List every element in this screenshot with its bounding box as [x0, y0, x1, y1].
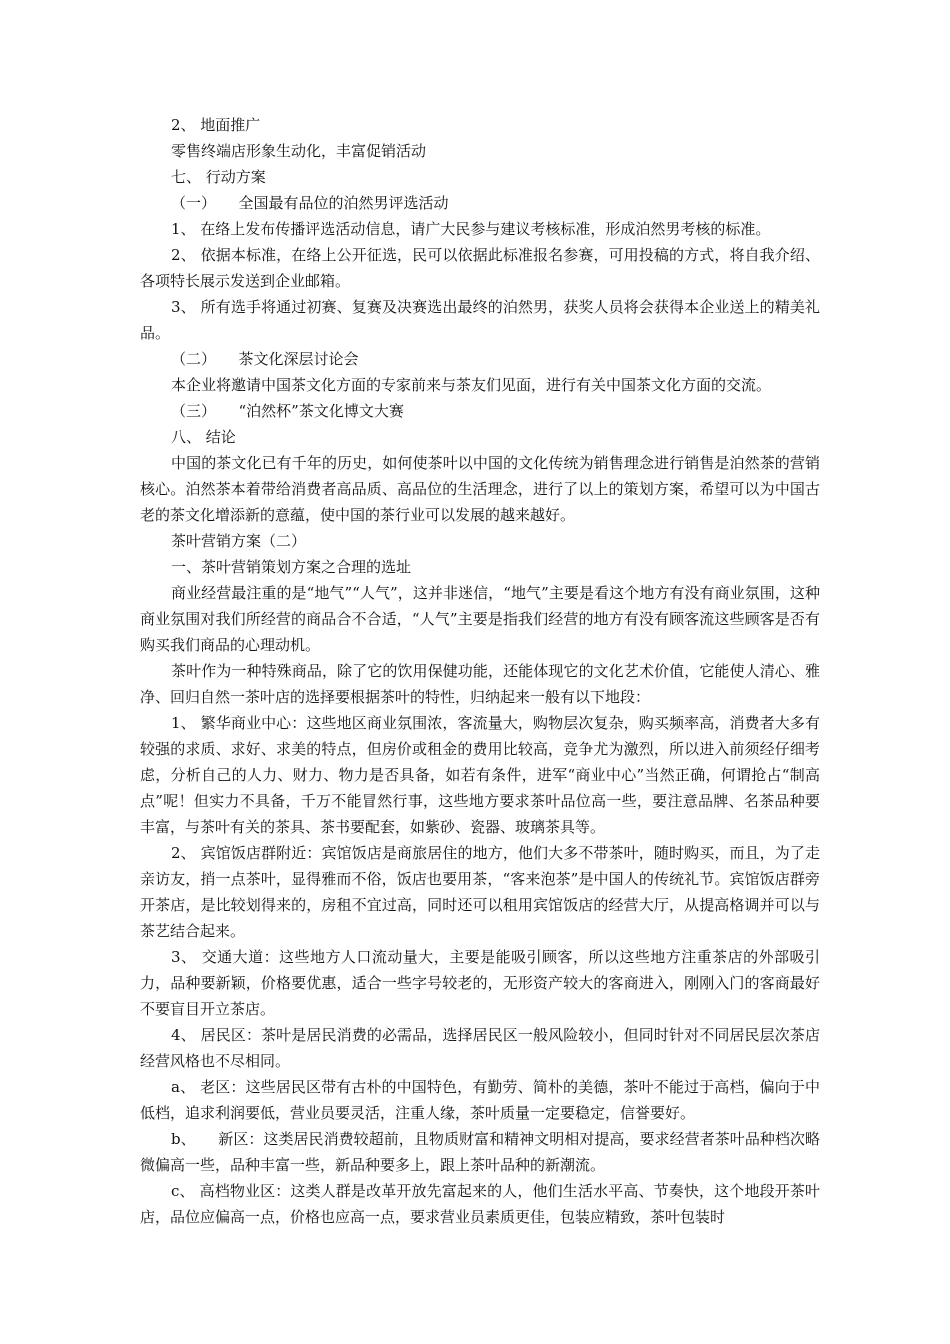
paragraph-traffic-road: 3、 交通大道：这些地方人口流动量大，主要是能吸引顾客，所以这些地方注重茶店的外部吸引力，品种要新颖，价格要优惠，适合一些字号较老的，无形资产较大的客商进入，刚刚入门的客商最好不要盲目开立茶店。 [140, 948, 820, 1018]
heading-selection-activity: （一） 全国最有品位的泊然男评选活动 [171, 194, 449, 212]
text-retail: 零售终端店形象生动化，丰富促销活动 [171, 142, 427, 160]
paragraph-hotel-area: 2、 宾馆饭店群附近：宾馆饭店是商旅居住的地方，他们大多不带茶叶，随时购买，而且，为了走亲访友，捎一点茶叶，显得雅而不俗，饭店也要用茶，“客来泡茶”是中国人的传统礼节。宾馆饭店群旁开茶店，是比较划得来的，房租不宜过高，同时还可以租用宾馆饭店的经营大厅，从提高格调并可以与茶艺结合起来。 [140, 844, 820, 940]
heading-conclusion: 八、 结论 [171, 428, 236, 446]
paragraph-site-selection: 商业经营最注重的是“地气”“人气”，这并非迷信，“地气”主要是看这个地方有没有商业氛围，这种商业氛围对我们所经营的商品合不合适，“人气”主要是指我们经营的地方有没有顾客流这些顾客是否有购买我们商品的心理动机。 [140, 584, 820, 654]
text-seminar: 本企业将邀请中国茶文化方面的专家前来与茶友们见面，进行有关中国茶文化方面的交流。 [171, 376, 772, 394]
paragraph-business-center: 1、 繁华商业中心：这些地区商业氛围浓，客流量大，购物层次复杂，购买频率高，消费者大多有较强的求质、求好、求美的特点，但房价或租金的费用比较高，竞争尤为激烈，所以进入前须经仔细考虑，分析自己的人力、财力、物力是否具备，如若有条件，进军“商业中心”当然正确，何谓抢占“制高点”呢！但实力不具备，千万不能冒然行事，这些地方要求茶叶品位高一些，要注意品牌、名茶品种要丰富，与茶叶有关的茶具、茶书要配套，如紫砂、瓷器、玻璃茶具等。 [140, 714, 820, 836]
paragraph-step-2: 2、 依据本标准，在络上公开征选，民可以依据此标准报名参赛，可用投稿的方式，将自我介绍、各项特长展示发送到企业邮箱。 [140, 246, 820, 290]
heading-blog-contest: （三） “泊然杯”茶文化博文大赛 [171, 402, 404, 420]
heading-action-plan: 七、 行动方案 [171, 168, 266, 186]
paragraph-conclusion: 中国的茶文化已有千年的历史，如何使茶叶以中国的文化传统为销售理念进行销售是泊然茶的营销核心。泊然茶本着带给消费者高品质、高品位的生活理念，进行了以上的策划方案，希望可以为中国古老的茶文化增添新的意蕴，使中国的茶行业可以发展的越来越好。 [140, 454, 820, 524]
paragraph-old-district: a、 老区：这些居民区带有古朴的中国特色，有勤劳、简朴的美德，茶叶不能过于高档，偏向于中低档，追求利润要低，营业员要灵活，注重人缘，茶叶质量一定要稳定，信誉要好。 [140, 1078, 820, 1122]
text-step-1: 1、 在络上发布传播评选活动信息，请广大民参与建议考核标准，形成泊然男考核的标准。 [171, 220, 771, 238]
heading-ground-promotion: 2、 地面推广 [171, 116, 261, 134]
paragraph-residential: 4、 居民区：茶叶是居民消费的必需品，选择居民区一般风险较小，但同时针对不同居民层次茶店经营风格也不尽相同。 [140, 1026, 820, 1070]
paragraph-high-end: c、 高档物业区：这类人群是改革开放先富起来的人，他们生活水平高、节奏快，这个地段开茶叶店，品位应偏高一点，价格也应高一点，要求营业员素质更佳，包装应精致，茶叶包装时 [140, 1182, 820, 1226]
heading-site-selection: 一、茶叶营销策划方案之合理的选址 [171, 558, 412, 576]
document-body [140, 112, 820, 1230]
paragraph-new-district: b、 新区：这类居民消费较超前，且物质财富和精神文明相对提高，要求经营者茶叶品种档次略微偏高一些，品种丰富一些，新品种要多上，跟上茶叶品种的新潮流。 [140, 1130, 820, 1174]
paragraph-tea-character: 茶叶作为一种特殊商品，除了它的饮用保健功能，还能体现它的文化艺术价值，它能使人清心、雅净、回归自然一茶叶店的选择要根据茶叶的特性，归纳起来一般有以下地段： [140, 662, 820, 706]
heading-seminar: （二） 茶文化深层讨论会 [171, 350, 359, 368]
paragraph-step-3: 3、 所有选手将通过初赛、复赛及决赛选出最终的泊然男，获奖人员将会获得本企业送上的精美礼品。 [140, 298, 820, 342]
heading-plan-two: 茶叶营销方案（二） [171, 532, 307, 550]
